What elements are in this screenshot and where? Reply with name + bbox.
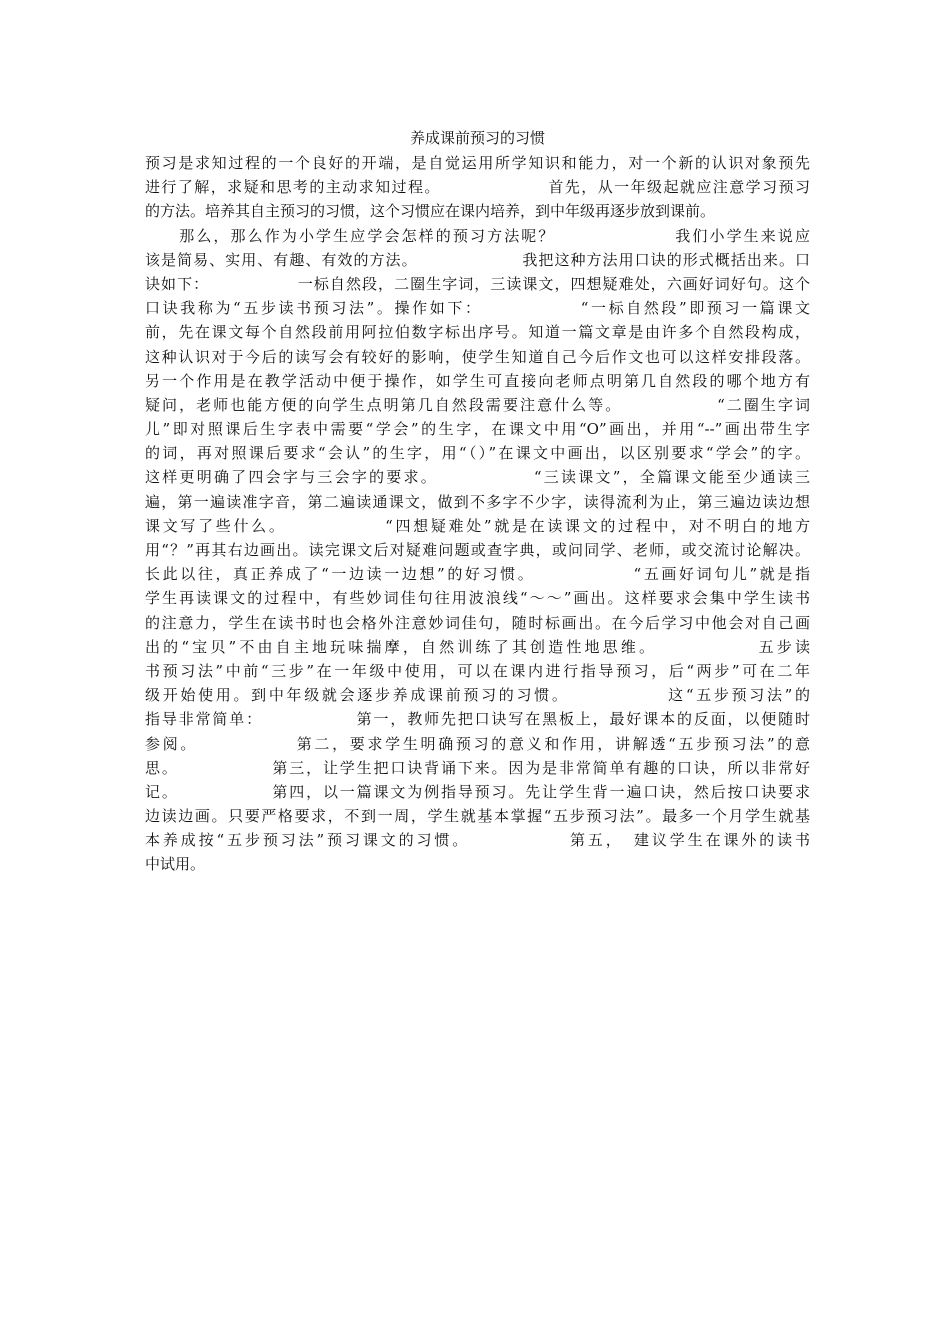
- body-line: 该是简易、实用、有趣、有效的方法。 我把这种方法用口诀的形式概括出来。口: [145, 250, 810, 269]
- body-line: 出的“宝贝”不由自主地玩味揣摩，自然训练了其创造性地思维。 五步读: [145, 637, 810, 656]
- body-line: 前，先在课文每个自然段前用阿拉伯数字标出序号。知道一篇文章是由许多个自然段构成，: [145, 323, 810, 342]
- body-line: 这样更明确了四会字与三会字的要求。 “三读课文”，全篇课文能至少通读三: [145, 468, 810, 487]
- body-line: 这种认识对于今后的读写会有较好的影响，使学生知道自己今后作文也可以这样安排段落。: [145, 347, 810, 366]
- body-line: 用“？”再其右边画出。读完课文后对疑难问题或查字典，或问同学、老师，或交流讨论解决。: [145, 541, 810, 559]
- body-line: 的词，再对照课后要求“会认”的生字，用“（）”在课文中画出，以区别要求“学会”的字。: [145, 444, 810, 463]
- body-line: 记。 第四，以一篇课文为例指导预习。先让学生背一遍口诀，然后按口诀要求: [145, 782, 810, 801]
- body-line: 指导非常简单： 第一，教师先把口诀写在黑板上，最好课本的反面，以便随时: [145, 710, 810, 729]
- body-line: 预习是求知过程的一个良好的开端，是自觉运用所学知识和能力，对一个新的认识对象预先: [145, 154, 810, 172]
- body-line: 思。 第三，让学生把口诀背诵下来。因为是非常简单有趣的口诀，所以非常好: [145, 758, 810, 777]
- body-line: 课文写了些什么。 “四想疑难处”就是在读课文的过程中，对不明白的地方: [145, 516, 810, 535]
- body-line: 参阅。 第二，要求学生明确预习的意义和作用，讲解透“五步预习法”的意: [145, 734, 810, 753]
- body-line: 疑问，老师也能方便的向学生点明第几自然段需要注意什么等。 “二圈生字词: [145, 395, 810, 414]
- body-line: 本养成按“五步预习法”预习课文的习惯。 第五， 建议学生在课外的读书: [145, 831, 810, 850]
- body-line: 边读边画。只要严格要求，不到一周，学生就基本掌握“五步预习法”。最多一个月学生就基: [145, 807, 810, 826]
- document-page: [145, 125, 810, 877]
- body-line: 级开始使用。到中年级就会逐步养成课前预习的习惯。 这“五步预习法”的: [145, 686, 810, 705]
- document-body: [145, 151, 810, 877]
- body-line: 的方法。培养其自主预习的习惯，这个习惯应在课内培养，到中年级再逐步放到课前。: [145, 202, 716, 221]
- body-line: 口诀我称为“五步读书预习法”。操作如下： “一标自然段”即预习一篇课文: [145, 299, 810, 318]
- body-line: 长此以往，真正养成了“一边读一边想”的好习惯。 “五画好词句儿”就是指: [145, 565, 810, 584]
- body-line: 进行了解，求疑和思考的主动求知过程。 首先，从一年级起就应注意学习预习: [145, 178, 810, 197]
- body-line: 学生再读课文的过程中，有些妙词佳句往用波浪线“～～”画出。这样要求会集中学生读书: [145, 589, 810, 608]
- body-line: 中试用。: [145, 855, 206, 874]
- body-line: 遍，第一遍读准字音，第二遍读通课文，做到不多字不少字，读得流利为止，第三遍边读边想: [145, 492, 810, 511]
- body-line: 书预习法”中前“三步”在一年级中使用，可以在课内进行指导预习，后“两步”可在二年: [145, 661, 810, 680]
- body-line: 那么，那么作为小学生应学会怎样的预习方法呢？ 我们小学生来说应: [145, 226, 810, 245]
- body-line: 儿”即对照课后生字表中需要“学会”的生字，在课文中用“O”画出，并用“--”画出带生字: [145, 420, 810, 439]
- document-title: 养成课前预习的习惯: [409, 129, 545, 147]
- body-line: 的注意力，学生在读书时也会格外注意妙词佳句，随时标画出。在今后学习中他会对自己画: [145, 613, 810, 632]
- body-line: 诀如下： 一标自然段，二圈生字词，三读课文，四想疑难处，六画好词好句。这个: [145, 274, 810, 293]
- body-line: 另一个作用是在教学活动中便于操作，如学生可直接向老师点明第几自然段的哪个地方有: [145, 371, 810, 390]
